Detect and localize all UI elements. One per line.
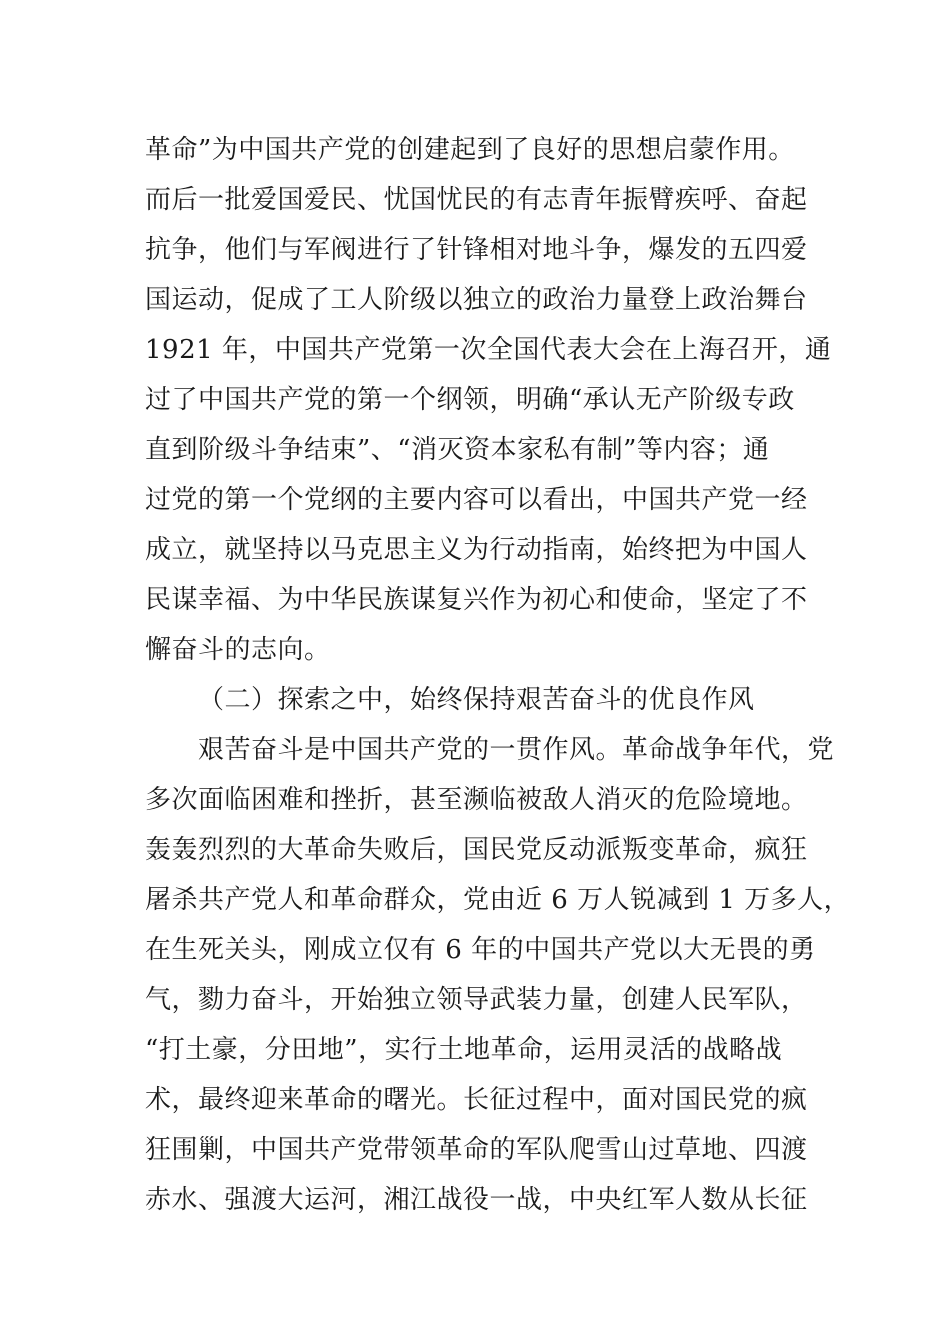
text-line: 过了中国共产党的第一个纲领，明确“承认无产阶级专政 bbox=[145, 385, 795, 415]
text-line: 直到阶级斗争结束”、“消灭资本家私有制”等内容；通 bbox=[145, 435, 770, 465]
text-line: 多次面临困难和挫折，甚至濒临被敌人消灭的危险境地。 bbox=[145, 785, 808, 815]
text-line: “打土豪，分田地”，实行土地革命，运用灵活的战略战 bbox=[145, 1035, 783, 1065]
text-line: 术，最终迎来革命的曙光。长征过程中，面对国民党的疯 bbox=[145, 1085, 808, 1115]
text-line: 屠杀共产党人和革命群众，党由近 6 万人锐减到 1 万多人， bbox=[145, 885, 851, 915]
text-line: 民谋幸福、为中华民族谋复兴作为初心和使命，坚定了不 bbox=[145, 585, 808, 615]
text-line: 1921 年，中国共产党第一次全国代表大会在上海召开，通 bbox=[145, 335, 832, 365]
text-line: 革命”为中国共产党的创建起到了良好的思想启蒙作用。 bbox=[145, 135, 795, 165]
text-line: 轰轰烈烈的大革命失败后，国民党反动派叛变革命，疯狂 bbox=[145, 835, 808, 865]
text-line: 国运动，促成了工人阶级以独立的政治力量登上政治舞台 bbox=[145, 285, 808, 315]
section-heading: （二）探索之中，始终保持艰苦奋斗的优良作风 bbox=[198, 685, 755, 715]
paragraph-first-line: 艰苦奋斗是中国共产党的一贯作风。革命战争年代，党 bbox=[198, 735, 835, 765]
text-line: 过党的第一个党纲的主要内容可以看出，中国共产党一经 bbox=[145, 485, 808, 515]
text-line: 在生死关头，刚成立仅有 6 年的中国共产党以大无畏的勇 bbox=[145, 935, 816, 965]
text-line: 懈奋斗的志向。 bbox=[145, 635, 331, 665]
text-line: 气，勠力奋斗，开始独立领导武装力量，创建人民军队， bbox=[145, 985, 808, 1015]
text-line: 狂围剿，中国共产党带领革命的军队爬雪山过草地、四渡 bbox=[145, 1135, 808, 1165]
text-line: 赤水、强渡大运河，湘江战役一战，中央红军人数从长征 bbox=[145, 1185, 808, 1215]
text-line: 抗争，他们与军阀进行了针锋相对地斗争，爆发的五四爱 bbox=[145, 235, 808, 265]
text-line: 而后一批爱国爱民、忧国忧民的有志青年振臂疾呼、奋起 bbox=[145, 185, 808, 215]
text-line: 成立，就坚持以马克思主义为行动指南，始终把为中国人 bbox=[145, 535, 808, 565]
